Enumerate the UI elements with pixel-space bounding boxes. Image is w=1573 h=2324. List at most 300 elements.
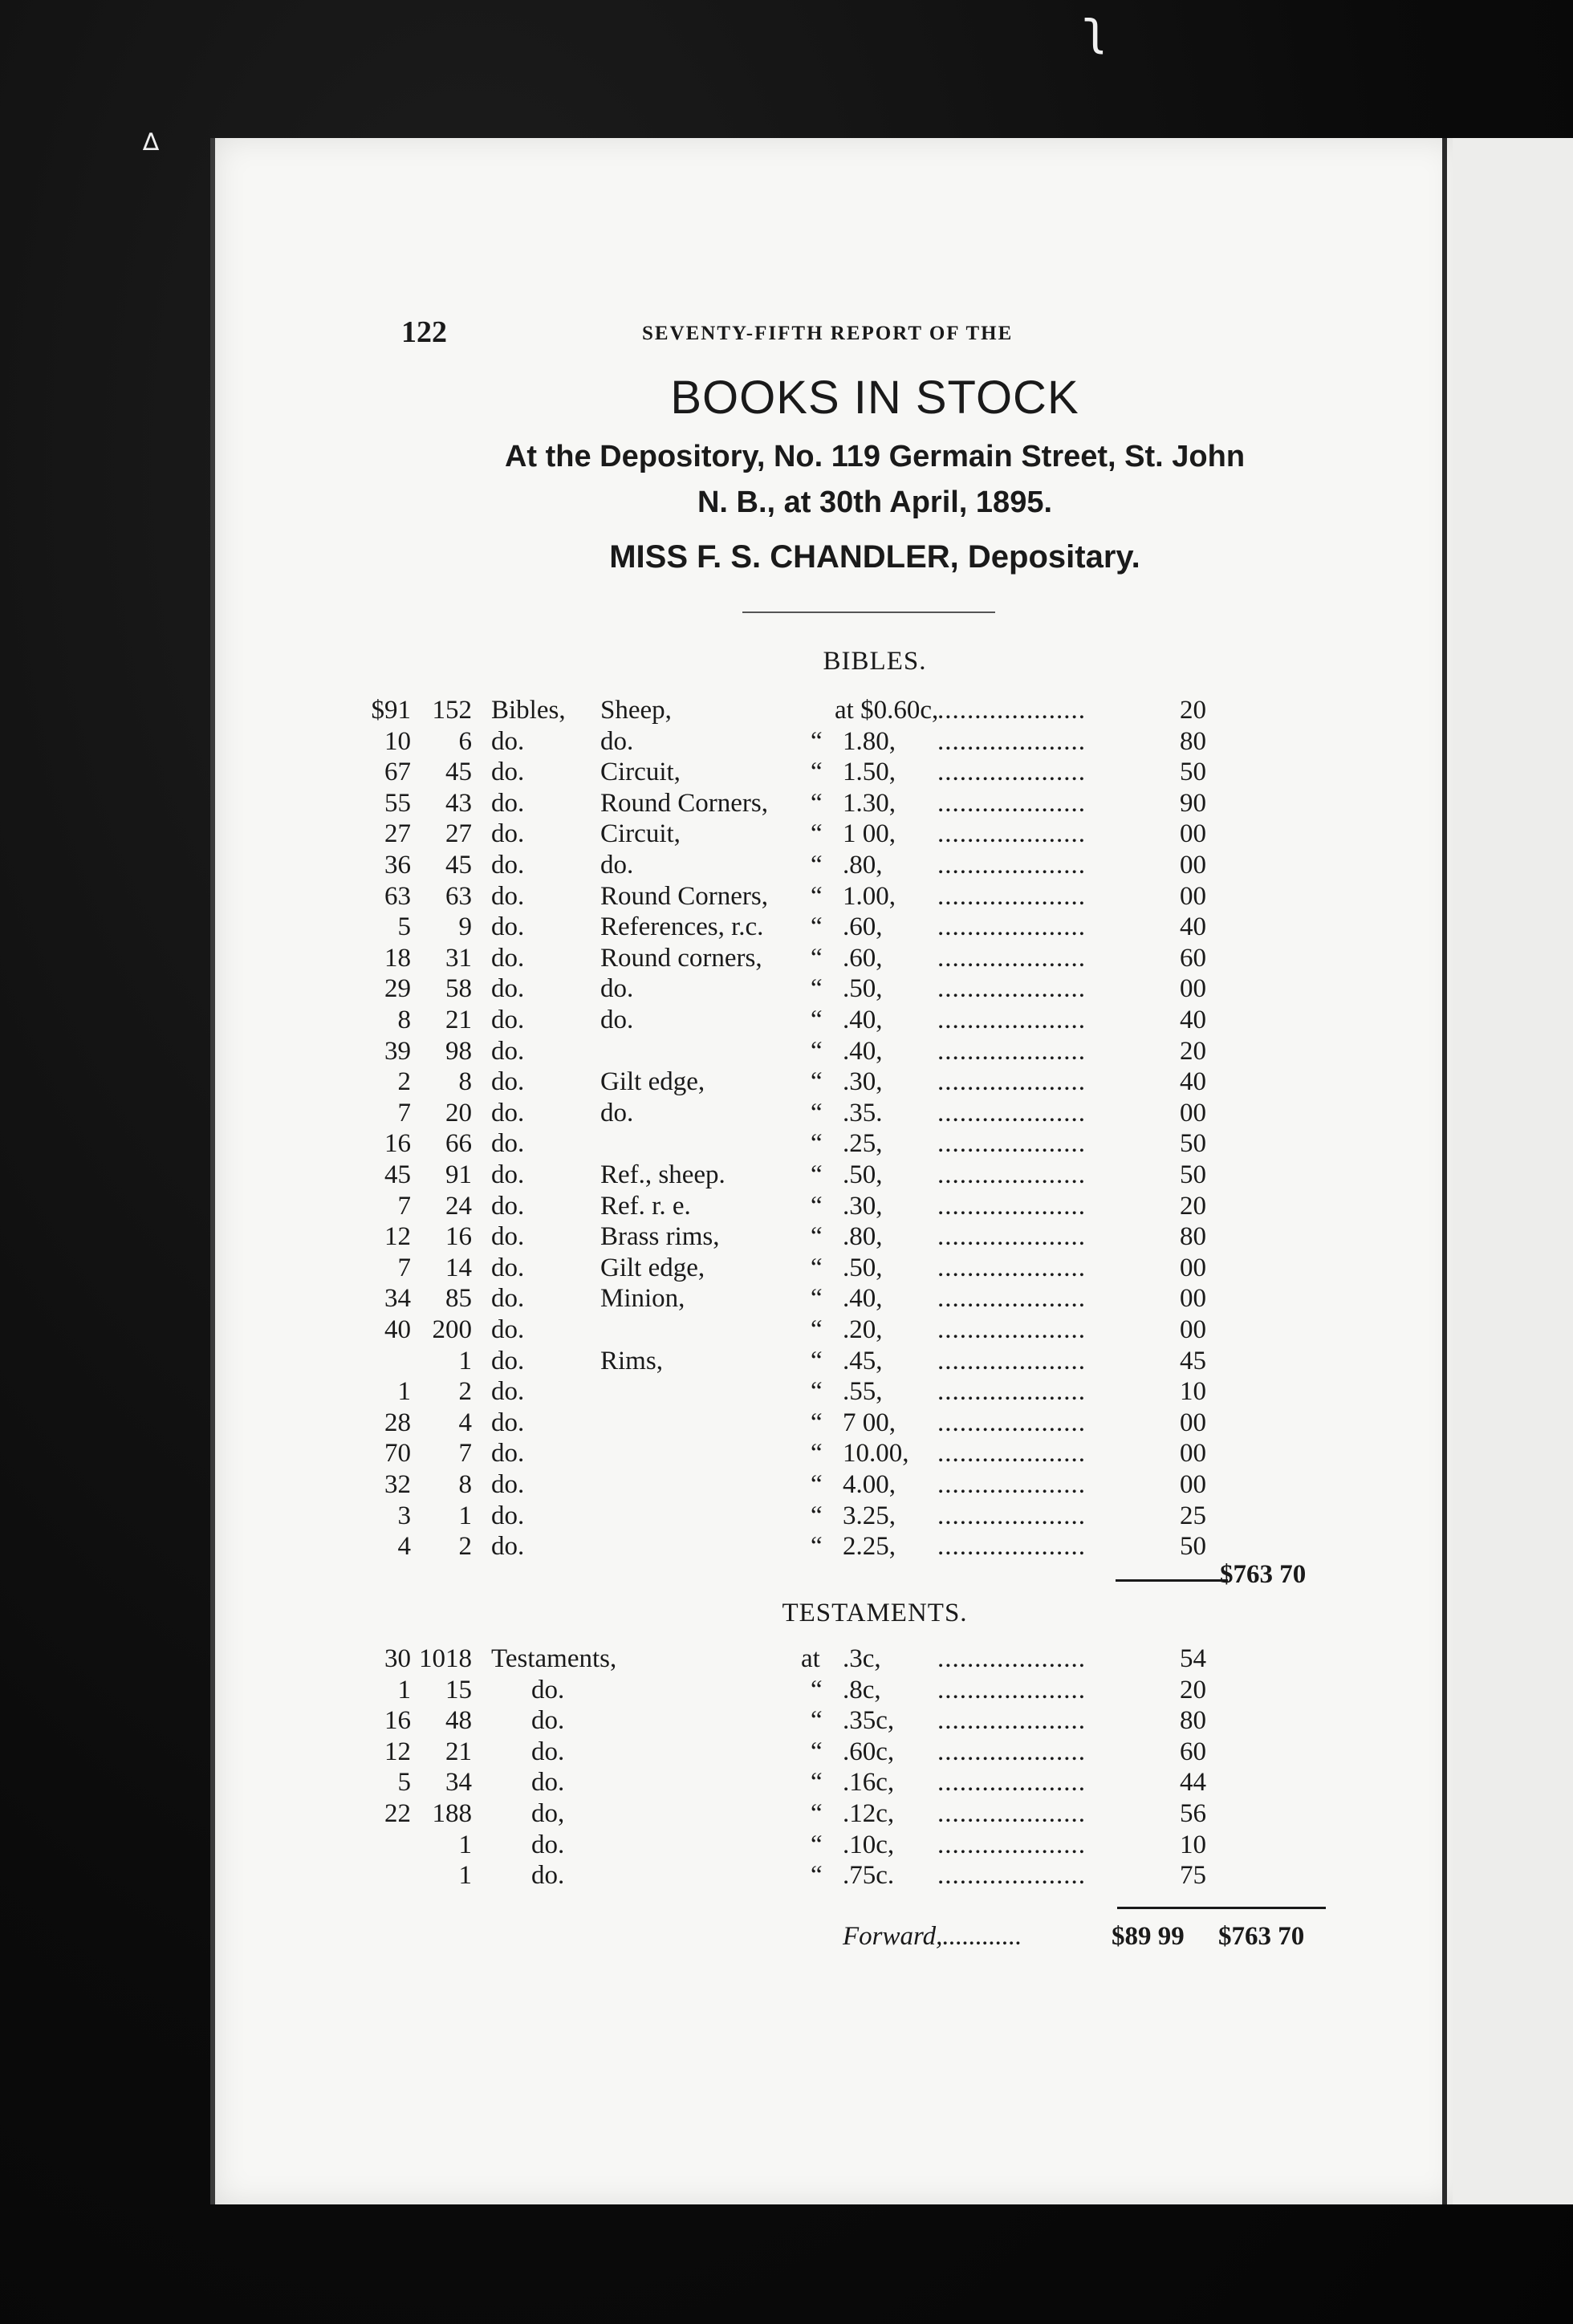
table-row <box>0 1253 1573 1283</box>
item-cell: do. <box>491 912 525 942</box>
table-row <box>0 757 1573 787</box>
table-row <box>0 1705 1573 1736</box>
forward-label: Forward,............ <box>843 1922 1022 1951</box>
amount-cents-cell: 20 <box>1180 1191 1206 1221</box>
dot-leader: .................... <box>937 1129 1086 1159</box>
unit-price-cell: .35c, <box>843 1706 895 1736</box>
unit-price-cell: .50, <box>843 974 883 1004</box>
amount-cents-cell: 80 <box>1180 726 1206 756</box>
dot-leader: .................... <box>937 788 1086 818</box>
ditto-mark: “ <box>811 1036 823 1066</box>
amount-cents-cell: 60 <box>1180 943 1206 973</box>
description-cell: Minion, <box>600 1284 685 1314</box>
ditto-mark: “ <box>811 1191 823 1221</box>
table-row <box>0 1160 1573 1190</box>
item-cell: do. <box>491 1470 525 1499</box>
dot-leader: .................... <box>937 1830 1086 1859</box>
unit-price-cell: .16c, <box>843 1768 895 1798</box>
dot-leader: .................... <box>937 1861 1086 1891</box>
quantity-cell: 63 <box>445 881 472 911</box>
unit-price-cell: .30, <box>843 1191 883 1221</box>
bibles-subtotal-rule <box>1116 1579 1228 1582</box>
item-cell: do. <box>491 1284 525 1314</box>
dot-leader: .................... <box>937 1532 1086 1562</box>
amount-dollars-cell: 22 <box>384 1799 411 1828</box>
description-cell: Circuit, <box>600 819 681 849</box>
description-cell: Circuit, <box>600 758 681 787</box>
description-cell: Ref. r. e. <box>600 1191 691 1221</box>
quantity-cell: 31 <box>445 943 472 973</box>
item-cell: do, <box>531 1799 565 1828</box>
item-cell: do. <box>491 1006 525 1034</box>
unit-price-cell: .12c, <box>843 1799 895 1828</box>
bibles-heading: BIBLES. <box>823 647 927 676</box>
unit-price-cell: 1.00, <box>843 881 896 911</box>
item-cell: Testaments, <box>491 1644 617 1673</box>
amount-cents-cell: 80 <box>1180 1222 1206 1252</box>
amount-cents-cell: 56 <box>1180 1799 1206 1828</box>
ditto-mark: “ <box>811 758 823 787</box>
quantity-cell: 200 <box>432 1315 472 1344</box>
item-cell: do. <box>531 1768 565 1798</box>
amount-dollars-cell: 8 <box>397 1006 411 1034</box>
amount-cents-cell: 00 <box>1180 1315 1206 1344</box>
amount-cents-cell: 00 <box>1180 974 1206 1004</box>
unit-price-cell: .45, <box>843 1346 883 1375</box>
ditto-mark: “ <box>811 1160 823 1189</box>
ditto-mark: “ <box>811 1284 823 1314</box>
unit-price-cell: .30, <box>843 1067 883 1097</box>
quantity-cell: 45 <box>445 758 472 787</box>
unit-price-cell: .60, <box>843 943 883 973</box>
ditto-mark: “ <box>811 1830 823 1859</box>
ditto-mark: “ <box>811 788 823 818</box>
quantity-cell: 188 <box>432 1799 472 1828</box>
quantity-cell: 85 <box>445 1284 472 1314</box>
page-title: BOOKS IN STOCK <box>670 372 1079 424</box>
amount-cents-cell: 00 <box>1180 1284 1206 1314</box>
table-row <box>0 1469 1573 1500</box>
dot-leader: .................... <box>937 1315 1086 1344</box>
amount-dollars-cell: 7 <box>397 1191 411 1221</box>
quantity-cell: 2 <box>458 1532 472 1562</box>
subtitle-location: At the Depository, No. 119 Germain Street, St. John <box>504 440 1246 473</box>
table-row <box>0 1346 1573 1376</box>
amount-dollars-cell: 3 <box>397 1501 411 1530</box>
ditto-mark: “ <box>811 1737 823 1766</box>
table-row <box>0 819 1573 849</box>
item-cell: do. <box>491 1501 525 1530</box>
ditto-mark: “ <box>811 1346 823 1375</box>
table-row <box>0 1191 1573 1221</box>
forward-total: $763 70 <box>1218 1922 1305 1951</box>
ditto-mark: “ <box>811 1067 823 1097</box>
description-cell: Round corners, <box>600 943 762 973</box>
item-cell: do. <box>491 1315 525 1344</box>
quantity-cell: 2 <box>458 1377 472 1407</box>
unit-price-cell: 1.30, <box>843 788 896 818</box>
quantity-cell: 15 <box>445 1675 472 1704</box>
unit-price-cell: 1.80, <box>843 726 896 756</box>
amount-dollars-cell: 39 <box>384 1036 411 1066</box>
quantity-cell: 27 <box>445 819 472 849</box>
amount-cents-cell: 50 <box>1180 758 1206 787</box>
amount-dollars-cell: 5 <box>397 912 411 942</box>
unit-price-cell: .3c, <box>843 1644 881 1673</box>
quantity-cell: 8 <box>458 1067 472 1097</box>
amount-cents-cell: 20 <box>1180 1036 1206 1066</box>
dot-leader: .................... <box>937 1222 1086 1252</box>
dot-leader: .................... <box>937 1098 1086 1127</box>
amount-cents-cell: 40 <box>1180 912 1206 942</box>
table-row <box>0 1098 1573 1128</box>
item-cell: do. <box>531 1737 565 1766</box>
quantity-cell: 8 <box>458 1470 472 1499</box>
table-row <box>0 1767 1573 1798</box>
amount-cents-cell: 00 <box>1180 1439 1206 1469</box>
title-rule <box>742 611 995 613</box>
unit-price-cell: .60, <box>843 912 883 942</box>
description-cell: Gilt edge, <box>600 1067 705 1097</box>
amount-cents-cell: 00 <box>1180 819 1206 849</box>
description-cell: References, r.c. <box>600 912 764 942</box>
ditto-mark: “ <box>811 819 823 849</box>
ditto-mark: “ <box>811 851 823 880</box>
amount-dollars-cell: 63 <box>384 881 411 911</box>
bibles-total: $763 70 <box>1220 1560 1307 1589</box>
table-row <box>0 943 1573 973</box>
table-row <box>0 1501 1573 1531</box>
subtitle-date: N. B., at 30th April, 1895. <box>697 486 1053 519</box>
ditto-mark: “ <box>811 1706 823 1736</box>
amount-dollars-cell: 27 <box>384 819 411 849</box>
amount-cents-cell: 10 <box>1180 1830 1206 1859</box>
item-cell: do. <box>491 1098 525 1127</box>
unit-price-cell: .60c, <box>843 1737 895 1766</box>
unit-price-cell: .10c, <box>843 1830 895 1859</box>
description-cell: do. <box>600 1098 634 1127</box>
dot-leader: .................... <box>937 1036 1086 1066</box>
quantity-cell: 45 <box>445 851 472 880</box>
dot-leader: .................... <box>937 1737 1086 1766</box>
unit-price-cell: 1 00, <box>843 819 896 849</box>
table-row <box>0 1376 1573 1407</box>
item-cell: do. <box>491 943 525 973</box>
film-scratch: ʅ <box>1083 0 1106 56</box>
quantity-cell: 4 <box>458 1408 472 1437</box>
table-row <box>0 973 1573 1004</box>
item-cell: do. <box>491 1067 525 1097</box>
grand-total-rule <box>1205 1907 1326 1909</box>
amount-dollars-cell: 18 <box>384 943 411 973</box>
dot-leader: .................... <box>937 943 1086 973</box>
amount-cents-cell: 45 <box>1180 1346 1206 1375</box>
table-row <box>0 1005 1573 1035</box>
amount-cents-cell: 00 <box>1180 851 1206 880</box>
dot-leader: .................... <box>937 1191 1086 1221</box>
item-cell: do. <box>491 1160 525 1189</box>
item-cell: do. <box>491 1377 525 1407</box>
quantity-cell: 58 <box>445 974 472 1004</box>
item-cell: do. <box>491 1408 525 1437</box>
quantity-cell: 1 <box>458 1861 472 1891</box>
description-cell: Sheep, <box>600 696 672 725</box>
item-cell: do. <box>531 1706 565 1736</box>
table-row <box>0 1737 1573 1767</box>
ditto-mark: “ <box>811 1408 823 1437</box>
ditto-mark: “ <box>811 1768 823 1798</box>
table-row <box>0 1283 1573 1314</box>
dot-leader: .................... <box>937 1644 1086 1673</box>
amount-cents-cell: 54 <box>1180 1644 1206 1673</box>
item-cell: do. <box>491 1222 525 1252</box>
amount-cents-cell: 40 <box>1180 1006 1206 1034</box>
table-row <box>0 1830 1573 1860</box>
amount-dollars-cell: 32 <box>384 1470 411 1499</box>
dot-leader: .................... <box>937 1799 1086 1828</box>
table-row <box>0 912 1573 942</box>
unit-price-cell: 10.00, <box>843 1439 909 1469</box>
amount-dollars-cell: 67 <box>384 758 411 787</box>
description-cell: do. <box>600 1006 634 1034</box>
item-cell: do. <box>491 851 525 880</box>
table-row <box>0 1438 1573 1469</box>
table-row <box>0 695 1573 725</box>
amount-dollars-cell: 1 <box>397 1377 411 1407</box>
table-row <box>0 1798 1573 1829</box>
amount-cents-cell: 00 <box>1180 1253 1206 1282</box>
quantity-cell: 152 <box>432 696 472 725</box>
quantity-cell: 20 <box>445 1098 472 1127</box>
item-cell: do. <box>491 1346 525 1375</box>
amount-cents-cell: 50 <box>1180 1160 1206 1189</box>
unit-price-cell: .35. <box>843 1098 883 1127</box>
film-speck: ∆ <box>143 128 160 156</box>
amount-cents-cell: 75 <box>1180 1861 1206 1891</box>
dot-leader: .................... <box>937 696 1086 725</box>
amount-dollars-cell: 70 <box>384 1439 411 1469</box>
unit-price-cell: .80, <box>843 1222 883 1252</box>
amount-cents-cell: 00 <box>1180 1470 1206 1499</box>
amount-dollars-cell: 2 <box>397 1067 411 1097</box>
ditto-mark: “ <box>811 1532 823 1562</box>
quantity-cell: 98 <box>445 1036 472 1066</box>
dot-leader: .................... <box>937 1439 1086 1469</box>
item-cell: Bibles, <box>491 696 566 725</box>
dot-leader: .................... <box>937 1067 1086 1097</box>
table-row <box>0 1036 1573 1067</box>
unit-price-cell: .8c, <box>843 1675 881 1704</box>
page-number: 122 <box>401 315 447 349</box>
quantity-cell: 6 <box>458 726 472 756</box>
dot-leader: .................... <box>937 851 1086 880</box>
unit-price-cell: 7 00, <box>843 1408 896 1437</box>
unit-price-cell: .40, <box>843 1284 883 1314</box>
unit-price-cell: .20, <box>843 1315 883 1344</box>
quantity-cell: 16 <box>445 1222 472 1252</box>
amount-cents-cell: 80 <box>1180 1706 1206 1736</box>
ditto-mark: “ <box>811 1006 823 1034</box>
item-cell: do. <box>531 1861 565 1891</box>
table-row <box>0 1643 1573 1674</box>
quantity-cell: 1 <box>458 1830 472 1859</box>
ditto-mark: “ <box>811 881 823 911</box>
amount-cents-cell: 00 <box>1180 881 1206 911</box>
quantity-cell: 21 <box>445 1006 472 1034</box>
dot-leader: .................... <box>937 1253 1086 1282</box>
dot-leader: .................... <box>937 912 1086 942</box>
dot-leader: .................... <box>937 1501 1086 1530</box>
table-row <box>0 1128 1573 1159</box>
unit-price-cell: .40, <box>843 1006 883 1034</box>
ditto-mark: “ <box>811 1799 823 1828</box>
amount-cents-cell: 90 <box>1180 788 1206 818</box>
amount-dollars-cell: 40 <box>384 1315 411 1344</box>
dot-leader: .................... <box>937 881 1086 911</box>
amount-dollars-cell: 55 <box>384 788 411 818</box>
item-cell: do. <box>491 1439 525 1469</box>
item-cell: do. <box>531 1675 565 1704</box>
item-cell: do. <box>491 1036 525 1066</box>
description-cell: Rims, <box>600 1346 663 1375</box>
amount-dollars-cell: 7 <box>397 1098 411 1127</box>
description-cell: Brass rims, <box>600 1222 720 1252</box>
ditto-mark: “ <box>811 912 823 942</box>
quantity-cell: 9 <box>458 912 472 942</box>
dot-leader: .................... <box>937 1768 1086 1798</box>
amount-cents-cell: 10 <box>1180 1377 1206 1407</box>
quantity-cell: 1018 <box>419 1644 472 1673</box>
amount-dollars-cell: 28 <box>384 1408 411 1437</box>
table-row <box>0 1314 1573 1345</box>
unit-price-cell: 2.25, <box>843 1532 896 1562</box>
item-cell: do. <box>491 1532 525 1562</box>
amount-dollars-cell: 5 <box>397 1768 411 1798</box>
description-cell: do. <box>600 974 634 1004</box>
amount-dollars-cell: 7 <box>397 1253 411 1282</box>
ditto-mark: “ <box>811 1222 823 1252</box>
amount-dollars-cell: 16 <box>384 1706 411 1736</box>
quantity-cell: 7 <box>458 1439 472 1469</box>
forward-subtotal: $89 99 <box>1112 1922 1185 1951</box>
dot-leader: .................... <box>937 1470 1086 1499</box>
item-cell: do. <box>491 788 525 818</box>
dot-leader: .................... <box>937 1346 1086 1375</box>
dot-leader: .................... <box>937 1377 1086 1407</box>
amount-cents-cell: 25 <box>1180 1501 1206 1530</box>
amount-cents-cell: 44 <box>1180 1768 1206 1798</box>
item-cell: do. <box>491 1191 525 1221</box>
item-cell: do. <box>491 1253 525 1282</box>
ditto-mark: “ <box>811 1439 823 1469</box>
quantity-cell: 34 <box>445 1768 472 1798</box>
amount-dollars-cell: $91 <box>371 696 411 725</box>
unit-price-cell: .75c. <box>843 1861 895 1891</box>
amount-cents-cell: 20 <box>1180 1675 1206 1704</box>
table-row <box>0 1408 1573 1438</box>
item-cell: do. <box>491 726 525 756</box>
amount-dollars-cell: 10 <box>384 726 411 756</box>
unit-price-cell: at $0.60c, <box>835 696 939 725</box>
table-row <box>0 1221 1573 1252</box>
ditto-mark: “ <box>811 1129 823 1159</box>
unit-price-cell: .25, <box>843 1129 883 1159</box>
description-cell: Round Corners, <box>600 788 768 818</box>
quantity-cell: 1 <box>458 1346 472 1375</box>
amount-dollars-cell: 30 <box>384 1644 411 1673</box>
amount-cents-cell: 00 <box>1180 1098 1206 1127</box>
description-cell: do. <box>600 851 634 880</box>
item-cell: do. <box>491 819 525 849</box>
unit-price-cell: 1.50, <box>843 758 896 787</box>
table-row <box>0 1067 1573 1097</box>
table-row <box>0 788 1573 819</box>
amount-dollars-cell: 34 <box>384 1284 411 1314</box>
ditto-mark: “ <box>811 1501 823 1530</box>
description-cell: Gilt edge, <box>600 1253 705 1282</box>
dot-leader: .................... <box>937 1675 1086 1704</box>
ditto-mark: “ <box>811 726 823 756</box>
description-cell: Round Corners, <box>600 881 768 911</box>
table-row <box>0 1531 1573 1562</box>
ditto-mark: “ <box>811 1377 823 1407</box>
amount-cents-cell: 50 <box>1180 1129 1206 1159</box>
amount-cents-cell: 00 <box>1180 1408 1206 1437</box>
ditto-mark: “ <box>811 974 823 1004</box>
dot-leader: .................... <box>937 1006 1086 1034</box>
table-row <box>0 1860 1573 1891</box>
unit-price-cell: .50, <box>843 1253 883 1282</box>
ditto-mark: at <box>801 1644 820 1673</box>
unit-price-cell: 3.25, <box>843 1501 896 1530</box>
amount-dollars-cell: 45 <box>384 1160 411 1189</box>
amount-dollars-cell: 1 <box>397 1675 411 1704</box>
dot-leader: .................... <box>937 758 1086 787</box>
quantity-cell: 48 <box>445 1706 472 1736</box>
unit-price-cell: .40, <box>843 1036 883 1066</box>
item-cell: do. <box>491 974 525 1004</box>
ditto-mark: “ <box>811 1675 823 1704</box>
ditto-mark: “ <box>811 943 823 973</box>
quantity-cell: 66 <box>445 1129 472 1159</box>
item-cell: do. <box>491 881 525 911</box>
ditto-mark: “ <box>811 1315 823 1344</box>
amount-dollars-cell: 29 <box>384 974 411 1004</box>
unit-price-cell: 4.00, <box>843 1470 896 1499</box>
amount-dollars-cell: 12 <box>384 1222 411 1252</box>
ditto-mark: “ <box>811 1253 823 1282</box>
amount-cents-cell: 40 <box>1180 1067 1206 1097</box>
running-title: SEVENTY-FIFTH REPORT OF THE <box>642 323 1014 344</box>
item-cell: do. <box>531 1830 565 1859</box>
item-cell: do. <box>491 758 525 787</box>
dot-leader: .................... <box>937 974 1086 1004</box>
ditto-mark: “ <box>811 1470 823 1499</box>
unit-price-cell: .50, <box>843 1160 883 1189</box>
table-row <box>0 1675 1573 1705</box>
amount-dollars-cell: 12 <box>384 1737 411 1766</box>
description-cell: Ref., sheep. <box>600 1160 726 1189</box>
dot-leader: .................... <box>937 1408 1086 1437</box>
amount-cents-cell: 20 <box>1180 696 1206 725</box>
amount-dollars-cell: 16 <box>384 1129 411 1159</box>
dot-leader: .................... <box>937 819 1086 849</box>
table-row <box>0 850 1573 880</box>
table-row <box>0 726 1573 757</box>
quantity-cell: 1 <box>458 1501 472 1530</box>
dot-leader: .................... <box>937 1160 1086 1189</box>
ditto-mark: “ <box>811 1861 823 1891</box>
